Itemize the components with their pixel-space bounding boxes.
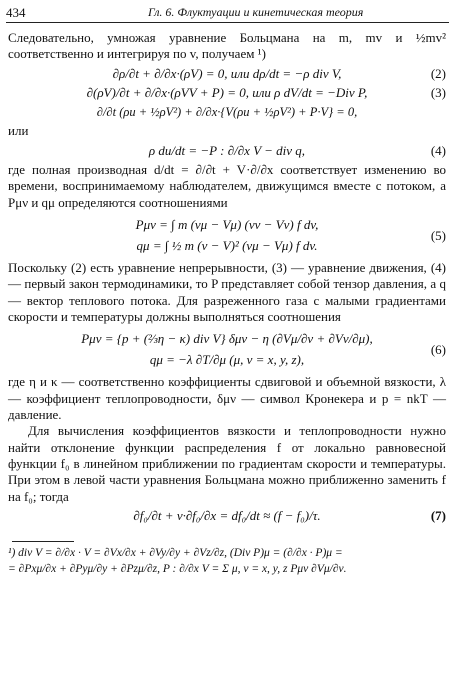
equation-6a-text: Pμν = {p + (⅔η − κ) div V} δμν − η (∂Vμ/∂ν + ∂Vν/∂μ), [81, 331, 373, 347]
page-number: 434 [6, 5, 26, 20]
equation-3 [8, 85, 446, 101]
paragraph-continuity: Поскольку (2) есть уравнение непрерывности, (3) — уравнение движения, (4) — первый закон термодинамики, то P представляет собой тензор давления, а q — вектор теплового потока. Для разреженного газа с малыми градиентами скорости и температуры должны выполняться соотношения [8, 259, 446, 324]
page-header [6, 2, 449, 22]
footnote-line-2: = ∂Pxμ/∂x + ∂Pyμ/∂y + ∂Pzμ/∂z, P : ∂/∂x V = Σ μ, ν = x, y, z Pμν ∂Vμ/∂ν. [8, 562, 347, 575]
equation-4a-text: ∂/∂t (ρu + ½ρV²) + ∂/∂x·{V(ρu + ½ρV²) + P·V} = 0, [96, 104, 358, 119]
equation-4-number: (4) [430, 142, 446, 158]
footnote-rule [12, 541, 74, 542]
equation-5b-text: qμ = ∫ ½ m (v − V)² (vμ − Vμ) f dv. [136, 237, 318, 253]
equation-7-number: (7) [430, 508, 446, 524]
equation-4a [8, 105, 446, 121]
or-label: или [8, 123, 29, 139]
equation-5a-text: Pμν = ∫ m (vμ − Vμ) (vν − Vν) f dv, [135, 217, 319, 233]
equation-2-number: (2) [430, 65, 446, 81]
equation-2 [8, 66, 446, 82]
equation-7 [8, 508, 446, 524]
running-title: Гл. 6. Флуктуации и кинетическая теория [148, 5, 364, 19]
paragraph-derivative: где полная производная d/dt = ∂/∂t + V·∂/∂x соответствует изменению во времени, воспринимаемому наблюдателем, движущимся вместе с потоком, а Pμν и qμ определяются соотношениями [8, 162, 446, 210]
equation-6-number: (6) [430, 341, 446, 357]
equation-6b-text: qμ = −λ ∂T/∂μ (μ, ν = x, y, z), [149, 351, 305, 367]
equation-6 [8, 331, 446, 368]
equation-4 [8, 143, 446, 159]
equation-3-text: ∂(ρV)/∂t + ∂/∂x·(ρVV + P) = 0, или ρ dV/dt = −Div P, [86, 85, 368, 101]
paragraph-viscosity: где η и κ — соответственно коэффициенты сдвиговой и объемной вязкости, λ — коэффициент теплопроводности, δμν — символ Кронекера и p = nkT — давление. [8, 374, 446, 422]
equation-2-text: ∂ρ/∂t + ∂/∂x·(ρV) = 0, или dρ/dt = −ρ div V, [112, 65, 342, 81]
equation-3-number: (3) [430, 85, 446, 101]
equation-4b-text: ρ du/dt = −P : ∂/∂x V − div q, [148, 142, 306, 158]
equation-5 [8, 217, 446, 254]
page-body [8, 30, 446, 578]
equation-7-text: ∂f₀/∂t + v·∂f₀/∂x = df₀/dt ≈ (f − f₀)/τ. [133, 508, 321, 524]
paragraph-distribution: Для вычисления коэффициентов вязкости и теплопроводности нужно найти отклонение функции распределения f от локально равновесной функции f₀ в линейном приближении по градиентам скорости и температуры. При этом в левой части уравнения Больцмана можно приближенно заменить f на f₀; тогда [8, 423, 446, 504]
equation-5-number: (5) [430, 227, 446, 243]
intro-paragraph: Следовательно, умножая уравнение Больцмана на m, mv и ½mv² соответственно и интегрируя по v, получаем ¹) [8, 30, 446, 62]
header-rule [6, 22, 449, 23]
footnote-line-1: ¹) div V = ∂/∂x · V = ∂Vx/∂x + ∂Vy/∂y + ∂Vz/∂z, (Div P)μ = (∂/∂x · P)μ = [8, 546, 343, 559]
